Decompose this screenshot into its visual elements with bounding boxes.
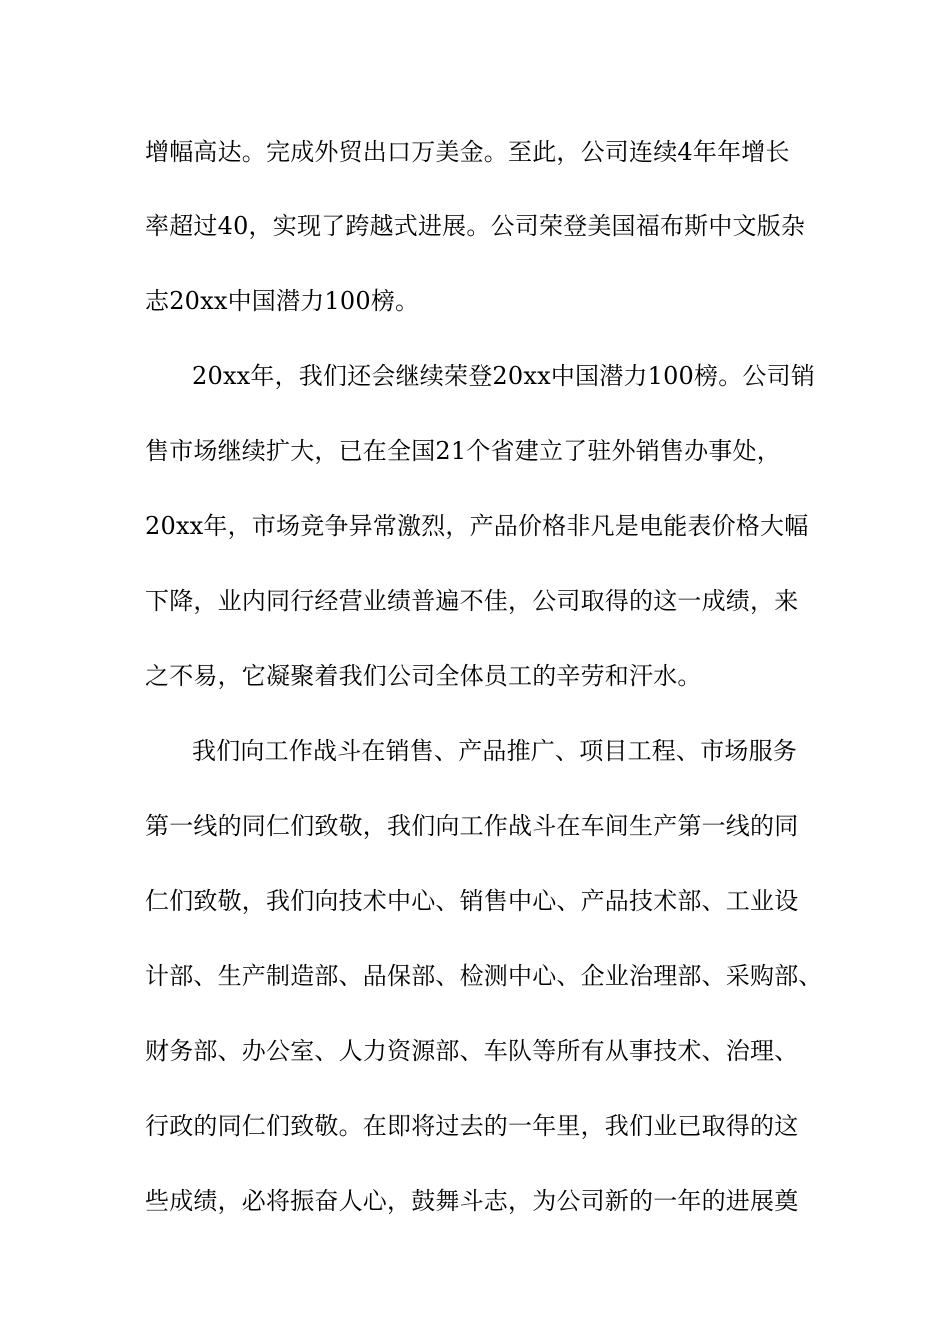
text-line: 仁们致敬，我们向技术中心、销售中心、产品技术部、工业设 xyxy=(145,887,799,915)
paragraph-first-line: 我们向工作战斗在销售、产品推广、项目工程、市场服务 xyxy=(192,737,797,765)
text-line: 志20xx中国潜力100榜。 xyxy=(145,287,420,315)
text-line: 行政的同仁们致敬。在即将过去的一年里，我们业已取得的这 xyxy=(145,1112,799,1140)
text-line: 售市场继续扩大，已在全国21个省建立了驻外销售办事处， xyxy=(145,437,781,465)
text-line: 第一线的同仁们致敬，我们向工作战斗在车间生产第一线的同 xyxy=(145,812,799,840)
text-line: 计部、生产制造部、品保部、检测中心、企业治理部、采购部、 xyxy=(145,962,823,990)
text-line: 财务部、办公室、人力资源部、车队等所有从事技术、治理、 xyxy=(145,1037,799,1065)
text-line: 20xx年，市场竞争异常激烈，产品价格非凡是电能表价格大幅 xyxy=(145,512,809,540)
text-line: 增幅高达。完成外贸出口万美金。至此，公司连续4年年增长 xyxy=(145,138,790,166)
text-line: 率超过40，实现了跨越式进展。公司荣登美国福布斯中文版杂 xyxy=(145,212,806,240)
text-line: 些成绩，必将振奋人心，鼓舞斗志，为公司新的一年的进展奠 xyxy=(145,1187,799,1215)
paragraph-first-line: 20xx年，我们还会继续荣登20xx中国潜力100榜。公司销 xyxy=(192,362,816,390)
text-line: 之不易，它凝聚着我们公司全体员工的辛劳和汗水。 xyxy=(145,662,702,690)
text-line: 下降，业内同行经营业绩普遍不佳，公司取得的这一成绩，来 xyxy=(145,587,799,615)
